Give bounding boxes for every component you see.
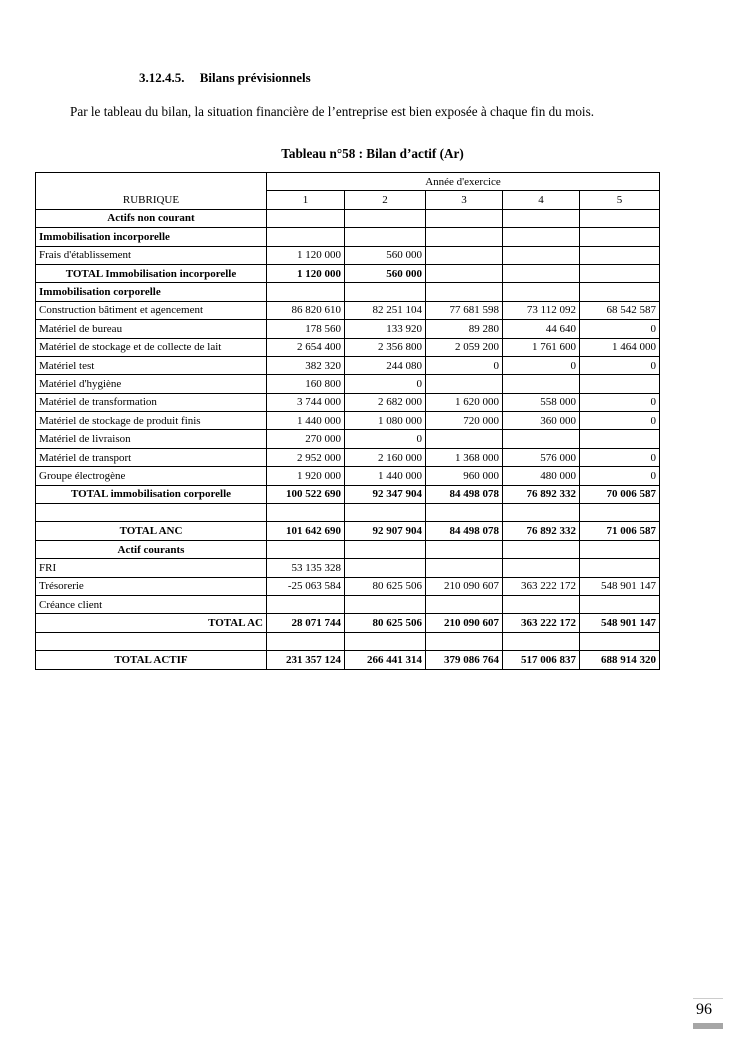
value-cell: [426, 540, 503, 558]
value-cell: [267, 283, 345, 301]
value-cell: 1 620 000: [426, 393, 503, 411]
value-cell: 0: [345, 430, 426, 448]
year-header: 2: [345, 191, 426, 209]
value-cell: 2 160 000: [345, 448, 426, 466]
value-cell: 160 800: [267, 375, 345, 393]
table-row: [36, 356, 660, 374]
year-header: 3: [426, 191, 503, 209]
table-row: [36, 485, 660, 503]
table-row: [36, 393, 660, 411]
row-label: Matériel de livraison: [36, 430, 267, 448]
value-cell: 560 000: [345, 246, 426, 264]
value-cell: [503, 209, 580, 227]
table-row: [36, 264, 660, 282]
value-cell: [580, 632, 660, 650]
value-cell: 2 059 200: [426, 338, 503, 356]
value-cell: 71 006 587: [580, 522, 660, 540]
value-cell: [267, 228, 345, 246]
value-cell: 0: [580, 393, 660, 411]
value-cell: 558 000: [503, 393, 580, 411]
value-cell: [426, 430, 503, 448]
value-cell: 82 251 104: [345, 301, 426, 319]
value-cell: 44 640: [503, 320, 580, 338]
value-cell: 480 000: [503, 467, 580, 485]
value-cell: 76 892 332: [503, 522, 580, 540]
row-label: Matériel de transport: [36, 448, 267, 466]
value-cell: [426, 375, 503, 393]
value-cell: 0: [580, 412, 660, 430]
page-number-bar: [693, 1023, 723, 1029]
table-row: [36, 595, 660, 613]
value-cell: 100 522 690: [267, 485, 345, 503]
value-cell: 720 000: [426, 412, 503, 430]
value-cell: 28 071 744: [267, 614, 345, 632]
value-cell: [426, 559, 503, 577]
table-row: [36, 577, 660, 595]
value-cell: 1 368 000: [426, 448, 503, 466]
value-cell: 1 120 000: [267, 246, 345, 264]
row-label: Matériel de bureau: [36, 320, 267, 338]
value-cell: [345, 228, 426, 246]
table-row: [36, 320, 660, 338]
table-row: [36, 412, 660, 430]
row-label: Actifs non courant: [36, 209, 267, 227]
value-cell: [345, 283, 426, 301]
row-label: Créance client: [36, 595, 267, 613]
row-label: Construction bâtiment et agencement: [36, 301, 267, 319]
value-cell: 517 006 837: [503, 651, 580, 669]
table-row: [36, 540, 660, 558]
value-cell: [267, 595, 345, 613]
value-cell: 560 000: [345, 264, 426, 282]
row-label: FRI: [36, 559, 267, 577]
value-cell: 0: [345, 375, 426, 393]
table-row: [36, 246, 660, 264]
row-label: Matériel de stockage de produit finis: [36, 412, 267, 430]
value-cell: 2 682 000: [345, 393, 426, 411]
value-cell: 360 000: [503, 412, 580, 430]
value-cell: 0: [426, 356, 503, 374]
row-label: Immobilisation corporelle: [36, 283, 267, 301]
row-label: Matériel test: [36, 356, 267, 374]
row-label: TOTAL Immobilisation incorporelle: [36, 264, 267, 282]
page-number: 96: [696, 1001, 712, 1018]
value-cell: [580, 430, 660, 448]
page-number-rule: [693, 998, 723, 999]
value-cell: [345, 504, 426, 522]
row-label: Matériel de transformation: [36, 393, 267, 411]
value-cell: 548 901 147: [580, 577, 660, 595]
value-cell: [426, 504, 503, 522]
table-row: [36, 559, 660, 577]
row-label: Trésorerie: [36, 577, 267, 595]
value-cell: [580, 375, 660, 393]
value-cell: 92 347 904: [345, 485, 426, 503]
value-cell: [426, 595, 503, 613]
intro-paragraph: Par le tableau du bilan, la situation financière de l’entreprise est bien exposée à chaque fin du mois.: [70, 104, 595, 119]
value-cell: 76 892 332: [503, 485, 580, 503]
value-cell: 70 006 587: [580, 485, 660, 503]
value-cell: 210 090 607: [426, 614, 503, 632]
value-cell: 548 901 147: [580, 614, 660, 632]
value-cell: 210 090 607: [426, 577, 503, 595]
value-cell: [580, 595, 660, 613]
value-cell: [503, 375, 580, 393]
value-cell: [580, 504, 660, 522]
table-row: [36, 448, 660, 466]
table-row: [36, 228, 660, 246]
value-cell: 89 280: [426, 320, 503, 338]
value-cell: [267, 504, 345, 522]
value-cell: [503, 595, 580, 613]
value-cell: [580, 559, 660, 577]
value-cell: 68 542 587: [580, 301, 660, 319]
value-cell: 86 820 610: [267, 301, 345, 319]
row-label: TOTAL AC: [36, 614, 267, 632]
table-row: [36, 614, 660, 632]
value-cell: 244 080: [345, 356, 426, 374]
value-cell: 80 625 506: [345, 614, 426, 632]
value-cell: 1 080 000: [345, 412, 426, 430]
row-label: [36, 504, 267, 522]
value-cell: 73 112 092: [503, 301, 580, 319]
value-cell: [580, 540, 660, 558]
table-row: [36, 338, 660, 356]
value-cell: 1 464 000: [580, 338, 660, 356]
value-cell: [503, 264, 580, 282]
value-cell: [503, 504, 580, 522]
table-row: [36, 504, 660, 522]
value-cell: [503, 283, 580, 301]
value-cell: 178 560: [267, 320, 345, 338]
value-cell: [426, 228, 503, 246]
value-cell: [503, 246, 580, 264]
value-cell: [580, 209, 660, 227]
table-row: [36, 632, 660, 650]
row-label: Frais d'établissement: [36, 246, 267, 264]
year-header: 5: [580, 191, 660, 209]
value-cell: [345, 559, 426, 577]
value-cell: 84 498 078: [426, 522, 503, 540]
value-cell: [426, 632, 503, 650]
value-cell: 0: [580, 320, 660, 338]
value-cell: 363 222 172: [503, 577, 580, 595]
row-label: Matériel de stockage et de collecte de lait: [36, 338, 267, 356]
value-cell: 77 681 598: [426, 301, 503, 319]
table-row: [36, 375, 660, 393]
value-cell: 3 744 000: [267, 393, 345, 411]
value-cell: 266 441 314: [345, 651, 426, 669]
year-header: 4: [503, 191, 580, 209]
table-row: [36, 651, 660, 669]
row-label: [36, 632, 267, 650]
row-label: Groupe électrogène: [36, 467, 267, 485]
row-label: TOTAL ANC: [36, 522, 267, 540]
value-cell: 270 000: [267, 430, 345, 448]
table-row: [36, 301, 660, 319]
value-cell: [345, 632, 426, 650]
value-cell: [580, 228, 660, 246]
section-number: 3.12.4.5.: [139, 70, 185, 85]
value-cell: [267, 632, 345, 650]
value-cell: [580, 246, 660, 264]
value-cell: [503, 559, 580, 577]
header-row-1: [36, 173, 660, 191]
value-cell: 382 320: [267, 356, 345, 374]
value-cell: 231 357 124: [267, 651, 345, 669]
year-group-header: Année d'exercice: [267, 173, 660, 191]
value-cell: 101 642 690: [267, 522, 345, 540]
table-row: [36, 522, 660, 540]
value-cell: [345, 209, 426, 227]
value-cell: [267, 209, 345, 227]
value-cell: 2 952 000: [267, 448, 345, 466]
row-label: TOTAL ACTIF: [36, 651, 267, 669]
value-cell: 688 914 320: [580, 651, 660, 669]
value-cell: 80 625 506: [345, 577, 426, 595]
value-cell: [503, 430, 580, 448]
value-cell: 2 654 400: [267, 338, 345, 356]
table-row: [36, 209, 660, 227]
table-row: [36, 467, 660, 485]
value-cell: [426, 264, 503, 282]
value-cell: 1 440 000: [267, 412, 345, 430]
value-cell: [426, 246, 503, 264]
value-cell: [580, 283, 660, 301]
row-label: Actif courants: [36, 540, 267, 558]
value-cell: 379 086 764: [426, 651, 503, 669]
row-label: Matériel d'hygiène: [36, 375, 267, 393]
value-cell: [426, 283, 503, 301]
row-label: TOTAL immobilisation corporelle: [36, 485, 267, 503]
table-row: [36, 430, 660, 448]
section-title: Bilans prévisionnels: [199, 70, 311, 85]
value-cell: 133 920: [345, 320, 426, 338]
value-cell: [345, 595, 426, 613]
value-cell: [267, 540, 345, 558]
value-cell: [503, 228, 580, 246]
section-heading: [139, 70, 311, 86]
value-cell: 1 120 000: [267, 264, 345, 282]
value-cell: 84 498 078: [426, 485, 503, 503]
value-cell: 1 440 000: [345, 467, 426, 485]
value-cell: 2 356 800: [345, 338, 426, 356]
table-row: [36, 283, 660, 301]
value-cell: [503, 540, 580, 558]
balance-sheet-table: [35, 172, 660, 670]
value-cell: 363 222 172: [503, 614, 580, 632]
value-cell: 0: [503, 356, 580, 374]
value-cell: 1 920 000: [267, 467, 345, 485]
value-cell: 53 135 328: [267, 559, 345, 577]
header-row-2: [36, 191, 660, 209]
value-cell: -25 063 584: [267, 577, 345, 595]
value-cell: 0: [580, 467, 660, 485]
rubrique-header: RUBRIQUE: [36, 191, 267, 209]
value-cell: 576 000: [503, 448, 580, 466]
value-cell: 1 761 600: [503, 338, 580, 356]
value-cell: [426, 209, 503, 227]
value-cell: 0: [580, 356, 660, 374]
value-cell: [345, 540, 426, 558]
header-empty-cell: [36, 173, 267, 191]
value-cell: [503, 632, 580, 650]
table-caption: Tableau n°58 : Bilan d’actif (Ar): [281, 146, 464, 161]
value-cell: 960 000: [426, 467, 503, 485]
row-label: Immobilisation incorporelle: [36, 228, 267, 246]
year-header: 1: [267, 191, 345, 209]
value-cell: 0: [580, 448, 660, 466]
value-cell: 92 907 904: [345, 522, 426, 540]
value-cell: [580, 264, 660, 282]
